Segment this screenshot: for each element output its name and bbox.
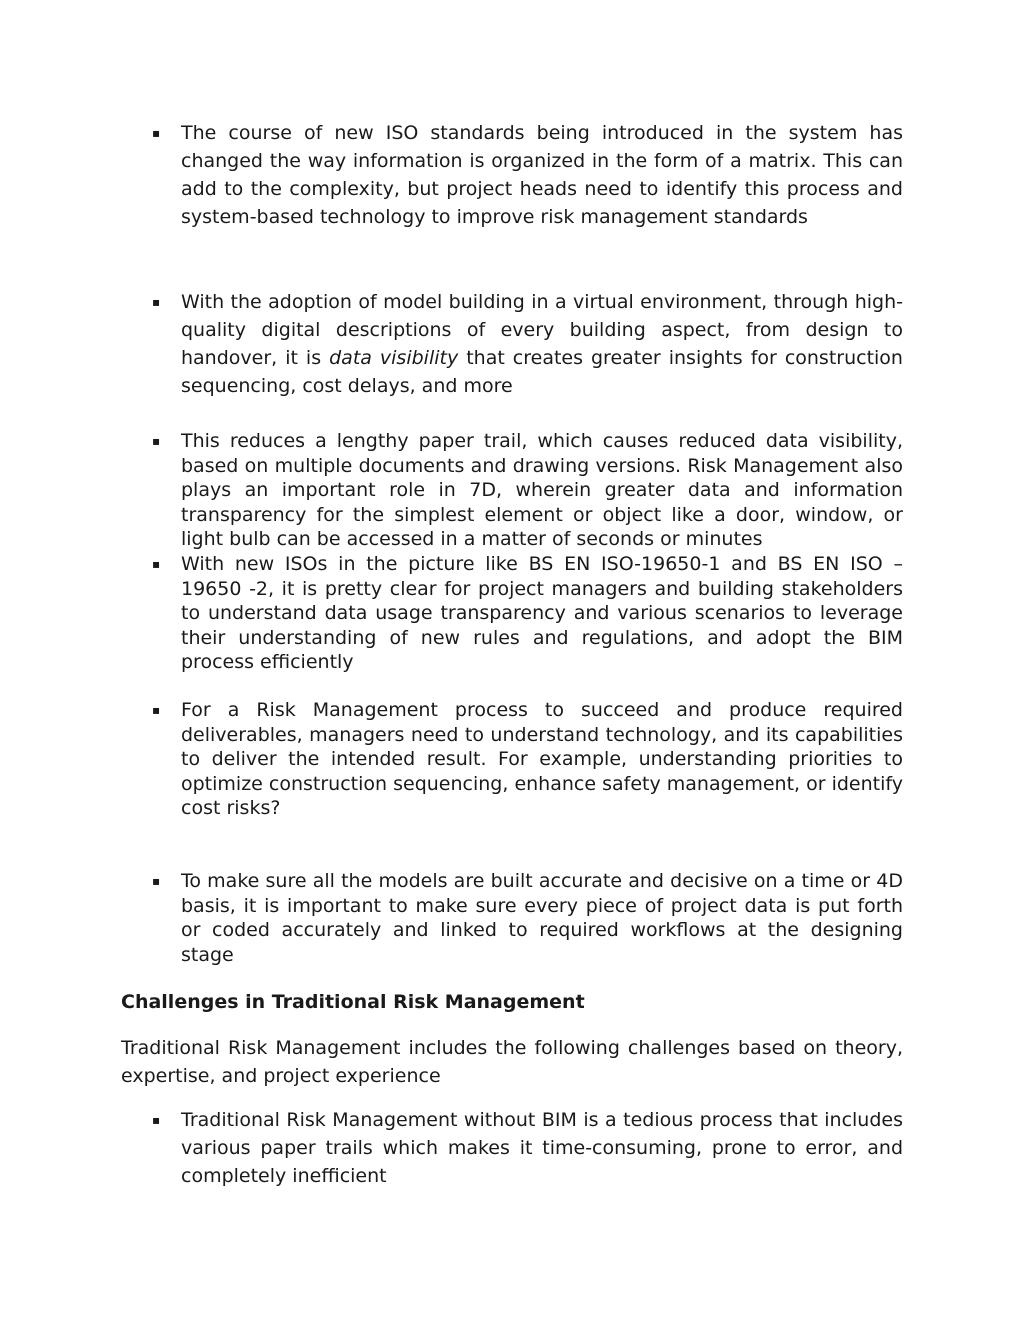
- bullet-icon: ▪: [152, 295, 161, 309]
- list-item: [152, 552, 903, 675]
- list-item: [152, 1106, 903, 1190]
- bullet-icon: ▪: [152, 1113, 161, 1127]
- list-item-text: Traditional Risk Management without BIM is a tedious process that includes various paper trails which makes it time-consuming, prone to error, and completely inefficient: [181, 1109, 903, 1187]
- bullet-icon: ▪: [152, 703, 161, 717]
- list-item-text: The course of new ISO standards being introduced in the system has changed the way information is organized in the form of a matrix. This can add to the complexity, but project heads need to identify this process and system-based technology to improve risk management standards: [181, 122, 903, 228]
- list-item: [152, 869, 903, 967]
- list-item-text: For a Risk Management process to succeed and produce required deliverables, managers need to understand technology, and its capabilities to deliver the intended result. For example, understanding priorities to optimize construction sequencing, enhance safety management, or identify cost risks?: [181, 699, 903, 819]
- list-item-text: To make sure all the models are built accurate and decisive on a time or 4D basis, it is important to make sure every piece of project data is put forth or coded accurately and linked to required workflows at the designing stage: [181, 870, 903, 966]
- section-paragraph: Traditional Risk Management includes the following challenges based on theory, expertise, and project experience: [121, 1037, 903, 1087]
- emphasis-text: data visibility: [329, 347, 459, 369]
- bullet-icon: ▪: [152, 557, 161, 571]
- list-item: [152, 119, 903, 231]
- list-item: [152, 698, 903, 821]
- bullet-icon: ▪: [152, 126, 161, 140]
- bullet-icon: ▪: [152, 874, 161, 888]
- list-item: [152, 288, 903, 400]
- list-item: [152, 429, 903, 552]
- list-item-text: that creates greater insights for construction sequencing, cost delays, and more: [181, 347, 903, 397]
- section-heading: Challenges in Traditional Risk Management: [121, 991, 585, 1013]
- bullet-icon: ▪: [152, 434, 161, 448]
- list-item-text: This reduces a lengthy paper trail, which causes reduced data visibility, based on multiple documents and drawing versions. Risk Management also plays an important role in 7D, wherein greater data and information transparency for the simplest element or object like a door, window, or light bulb can be accessed in a matter of seconds or minutes: [181, 430, 903, 550]
- list-item-text: With new ISOs in the picture like BS EN ISO-19650-1 and BS EN ISO – 19650 -2, it is pretty clear for project managers and building stakeholders to understand data usage transparency and various scenarios to leverage their understanding of new rules and regulations, and adopt the BIM process efficiently: [181, 553, 903, 673]
- list-item-text: With the adoption of model building in a virtual environment, through high-quality digital descriptions of every building aspect, from design to handover, it is: [181, 291, 903, 369]
